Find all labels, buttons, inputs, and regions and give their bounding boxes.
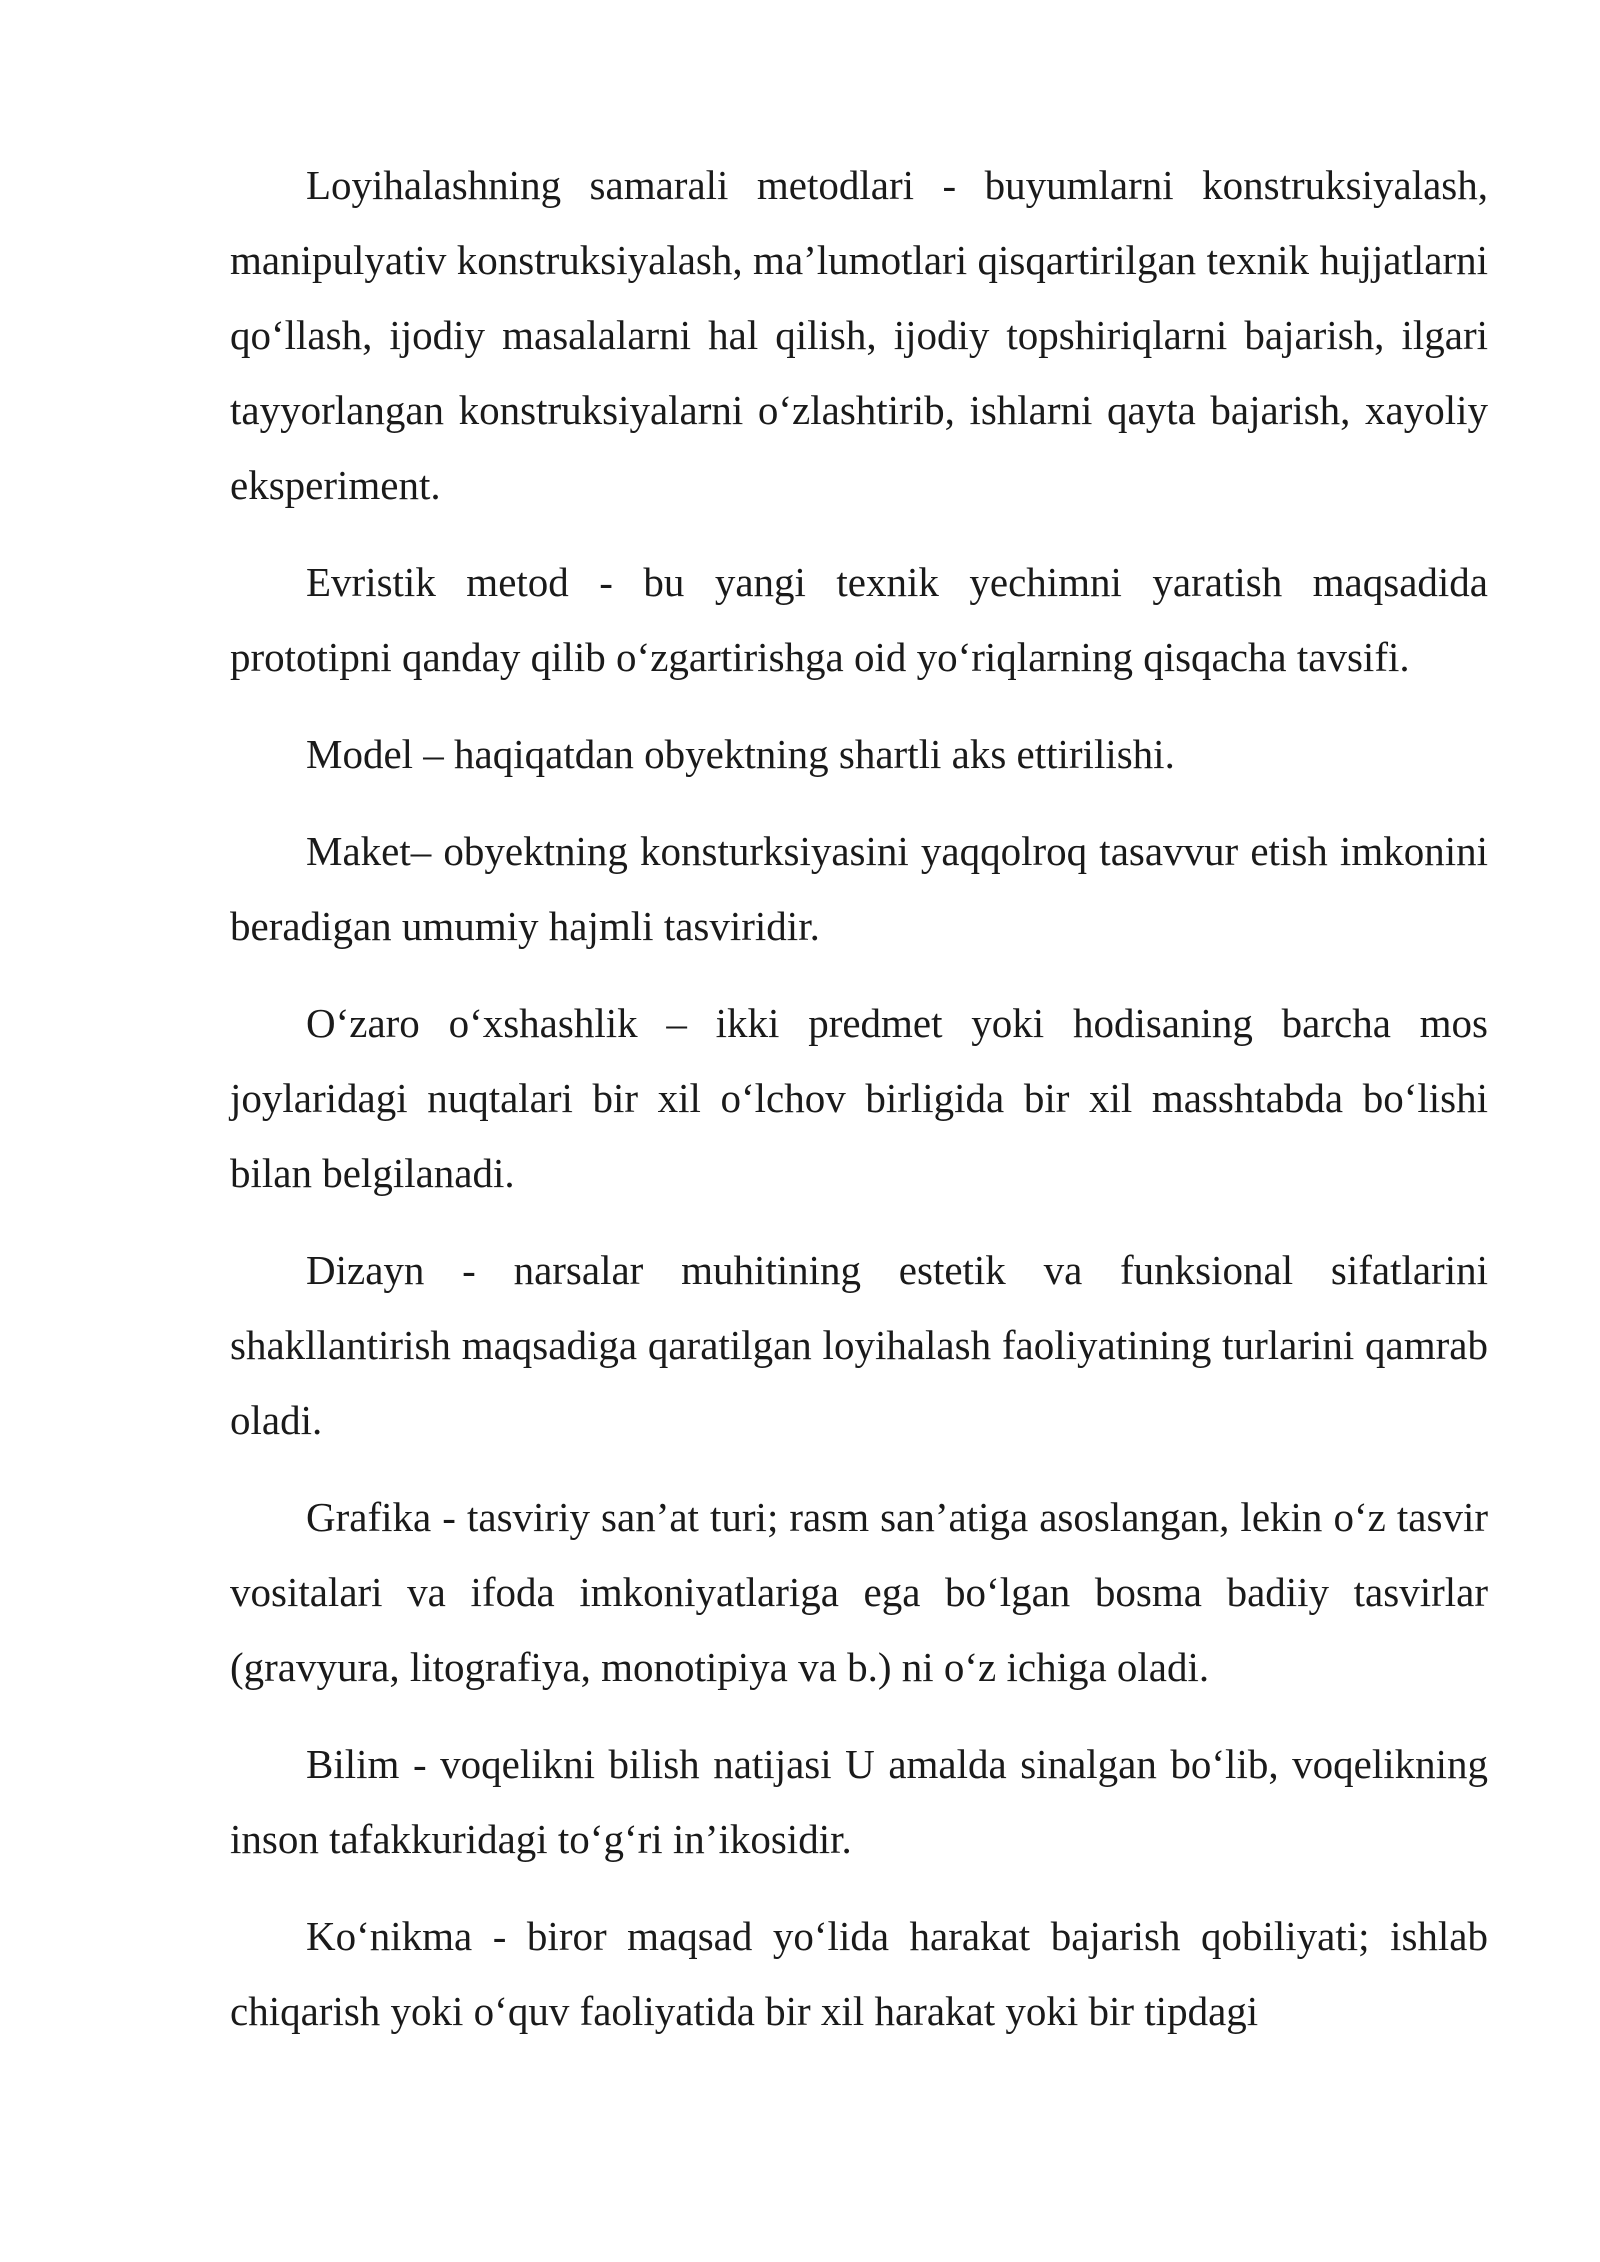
paragraph-loyihalash-metodlari: Loyihalashning samarali metodlari - buyumlarni konstruksiyalash, manipulyativ konstruksiyalash, ma’lumotlari qisqartirilgan texnik hujjatlarni qo‘llash, ijodiy masalalarni hal qilish, ijodiy topshiriqlarni bajarish, ilgari tayyorlangan konstruksiyalarni o‘zlashtirib, ishlarni qayta bajarish, xayoliy eksperiment. xyxy=(230,162,1488,508)
paragraph-konikma: Ko‘nikma - biror maqsad yo‘lida harakat bajarish qobiliyati; ishlab chiqarish yoki o‘quv faoliyatida bir xil harakat yoki bir tipdagi xyxy=(230,1913,1488,2034)
paragraph-maket: Maket– obyektning konsturksiyasini yaqqolroq tasavvur etish imkonini beradigan umumiy hajmli tasviridir. xyxy=(230,828,1488,949)
paragraph-dizayn: Dizayn - narsalar muhitining estetik va funksional sifatlarini shakllantirish maqsadiga qaratilgan loyihalash faoliyatining turlarini qamrab oladi. xyxy=(230,1247,1488,1443)
paragraph-bilim: Bilim - voqelikni bilish natijasi U amalda sinalgan bo‘lib, voqelikning inson tafakkuridagi to‘g‘ri in’ikosidir. xyxy=(230,1741,1488,1862)
document-body xyxy=(230,148,1488,2071)
paragraph-evristik-metod: Evristik metod - bu yangi texnik yechimni yaratish maqsadida prototipni qanday qilib o‘zgartirishga oid yo‘riqlarning qisqacha tavsifi. xyxy=(230,559,1488,680)
paragraph-grafika: Grafika - tasviriy san’at turi; rasm san’atiga asoslangan, lekin o‘z tasvir vositalari va ifoda imkoniyatlariga ega bo‘lgan bosma badiiy tasvirlar (gravyura, litografiya, monotipiya va b.) ni o‘z ichiga oladi. xyxy=(230,1494,1488,1690)
paragraph-ozaro-oxshashlik: O‘zaro o‘xshashlik – ikki predmet yoki hodisaning barcha mos joylaridagi nuqtalari bir xil o‘lchov birligida bir xil masshtabda bo‘lishi bilan belgilanadi. xyxy=(230,1000,1488,1196)
paragraph-model: Model – haqiqatdan obyektning shartli aks ettirilishi. xyxy=(306,731,1175,777)
